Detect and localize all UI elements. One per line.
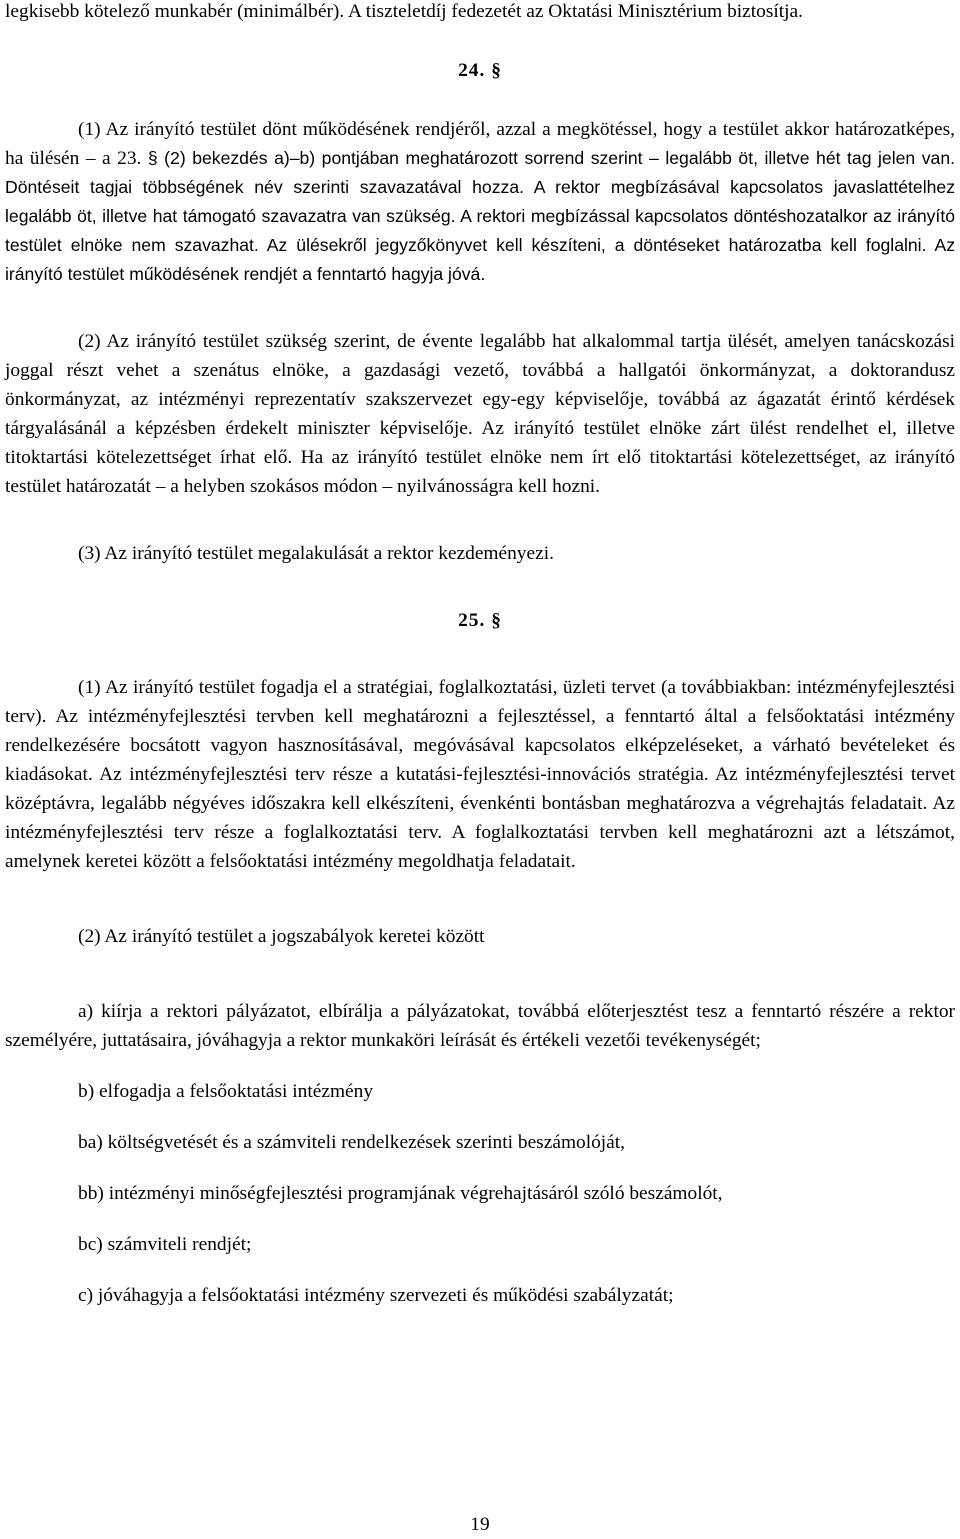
list-item-a: a) kiírja a rektori pályázatot, elbírálja a pályázatokat, továbbá előterjesztést tesz a fenntartó részére a rektor személyére, juttatásaira, jóváhagyja a rektor munkaköri leírását és értékeli vezetői tevékenységét; [5, 1001, 955, 1051]
list-item-bb: bb) intézményi minőségfejlesztési programjának végrehajtásáról szóló beszámolót, [78, 1183, 723, 1204]
list-item-bc: bc) számviteli rendjét; [78, 1234, 252, 1255]
section-25-heading: 25. § [458, 610, 502, 631]
section-24-heading: 24. § [458, 60, 502, 81]
list-item-c: c) jóváhagyja a felsőoktatási intézmény szervezeti és működési szabályzatát; [78, 1285, 674, 1306]
section-24-paragraph-3: (3) Az irányító testület megalakulását a rektor kezdeményezi. [78, 543, 554, 564]
list-item-b: b) elfogadja a felsőoktatási intézmény [78, 1081, 374, 1102]
section-24-paragraph-1-text-a: (1) Az irányító testület dönt működésének rendjéről, azzal a megkötéssel, hogy a testület akkor határozatképes, ha ülésén – a 23. [5, 119, 955, 169]
section-24-paragraph-1-text-b: § (2) bekezdés a)–b) pontjában meghatározott sorrend szerint – legalább öt, illetve hét tag jelen van. Döntéseit tagjai többségének név szerinti szavazatával hozza. A rektor megbízásával kapcsolatos javaslattételhez legalább öt, illetve hat támogató szavazatra van szükség. A rektori megbízással kapcsolatos döntéshozatalkor az irányító testület elnöke nem szavazhat. Az ülésekről jegyzőkönyvet kell készíteni, a döntéseket határozatba kell foglalni. Az irányító testület működésének rendjét a fenntartó hagyja jóvá. [5, 148, 955, 284]
list-item-ba: ba) költségvetését és a számviteli rendelkezések szerinti beszámolóját, [78, 1132, 626, 1153]
page-number: 19 [470, 1514, 490, 1535]
section-25-paragraph-1: (1) Az irányító testület fogadja el a stratégiai, foglalkoztatási, üzleti tervet (a továbbiakban: intézményfejlesztési terv). Az intézményfejlesztési tervben kell meghatározni a fejlesztéssel, a fenntartó által a felsőoktatási intézmény rendelkezésére bocsátott vagyon hasznosításával, megóvásával kapcsolatos elképzeléseket, a várható bevételeket és kiadásokat. Az intézményfejlesztési terv része a kutatási-fejlesztési-innovációs stratégia. Az intézményfejlesztési tervet középtávra, legalább négyéves időszakra kell elkészíteni, évenkénti bontásban meghatározva a végrehajtás feladatait. Az intézményfejlesztési terv része a foglalkoztatási terv. A foglalkoztatási tervben kell meghatározni azt a létszámot, amelynek keretei között a felsőoktatási intézmény megoldhatja feladatait. [5, 677, 955, 872]
section-24-paragraph-1 [5, 115, 955, 289]
section-24-paragraph-2: (2) Az irányító testület szükség szerint, de évente legalább hat alkalommal tartja ülését, amelyen tanácskozási joggal részt vehet a szenátus elnöke, a gazdasági vezető, továbbá a hallgatói önkormányzat, a doktorandusz önkormányzat, az intézményi reprezentatív szakszervezet egy-egy képviselője, továbbá az ágazatát érintő kérdések tárgyalásánál a képzésben érdekelt miniszter képviselője. Az irányító testület elnöke zárt ülést rendelhet el, illetve titoktartási kötelezettséget írhat elő. Ha az irányító testület elnöke nem írt elő titoktartási kötelezettséget, az irányító testület határozatát – a helyben szokásos módon – nyilvánosságra kell hozni. [5, 331, 955, 497]
document-page [5, 0, 955, 1310]
intro-paragraph: legkisebb kötelező munkabér (minimálbér). A tiszteletdíj fedezetét az Oktatási Minisztérium biztosítja. [5, 1, 803, 22]
section-25-paragraph-2: (2) Az irányító testület a jogszabályok keretei között [78, 926, 485, 947]
